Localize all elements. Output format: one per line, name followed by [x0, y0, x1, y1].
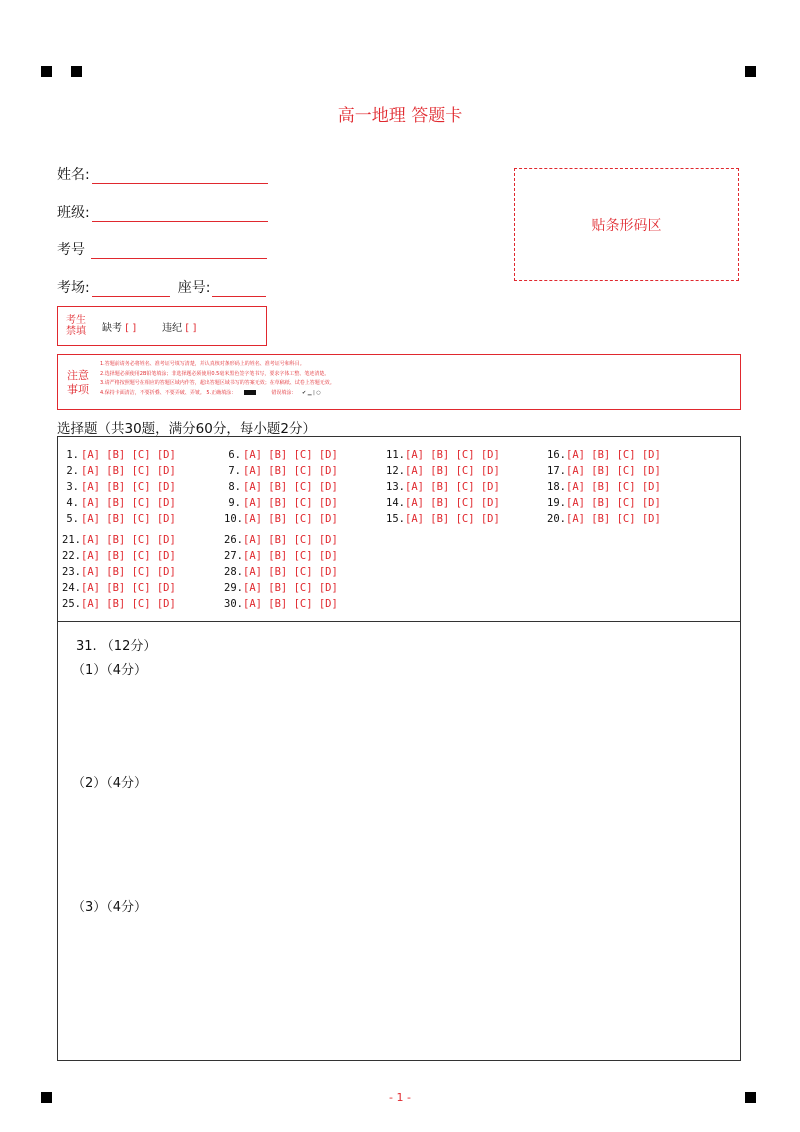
- question-14: [386, 497, 500, 509]
- answer-area-q31[interactable]: [57, 621, 741, 1061]
- question-number: 28.: [224, 566, 243, 578]
- answer-options[interactable]: [A] [B] [C] [D]: [405, 481, 500, 493]
- answer-options[interactable]: [A] [B] [C] [D]: [243, 497, 338, 509]
- question-24: [62, 582, 176, 594]
- answer-options[interactable]: [A] [B] [C] [D]: [243, 598, 338, 610]
- class-label: 班级:: [57, 205, 90, 221]
- question-number: 6.: [228, 449, 241, 461]
- violation-option[interactable]: [162, 319, 196, 334]
- question-8: [224, 481, 338, 493]
- question-number: 19.: [547, 497, 566, 509]
- answer-options[interactable]: [A] [B] [C] [D]: [405, 465, 500, 477]
- wrong-marks-sample: ✔ ▁ | ○: [301, 389, 321, 396]
- question-9: [224, 497, 338, 509]
- answer-options[interactable]: [A] [B] [C] [D]: [566, 449, 661, 461]
- question-number: 27.: [224, 550, 243, 562]
- question-number: 24.: [62, 582, 81, 594]
- name-field[interactable]: [57, 164, 268, 184]
- question-7: [224, 465, 338, 477]
- question-30: [224, 598, 338, 610]
- corner-mark-top-left-2: [71, 66, 82, 77]
- name-line[interactable]: [92, 167, 268, 184]
- answer-options[interactable]: [A] [B] [C] [D]: [405, 513, 500, 525]
- question-number: 15.: [386, 513, 405, 525]
- absent-bracket[interactable]: [ ]: [125, 322, 137, 334]
- corner-mark-top-left-1: [41, 66, 52, 77]
- question-28: [224, 566, 338, 578]
- question-number: 14.: [386, 497, 405, 509]
- question-22: [62, 550, 176, 562]
- mc-section-title: 选择题（共30题，满分60分，每小题2分）: [57, 421, 316, 437]
- page-number: - 1 -: [389, 1091, 411, 1104]
- question-number: 17.: [547, 465, 566, 477]
- class-field[interactable]: [57, 202, 268, 222]
- question-number: 30.: [224, 598, 243, 610]
- question-number: 21.: [62, 534, 81, 546]
- answer-options[interactable]: [A] [B] [C] [D]: [566, 497, 661, 509]
- answer-options[interactable]: [A] [B] [C] [D]: [81, 566, 176, 578]
- answer-options[interactable]: [A] [B] [C] [D]: [243, 534, 338, 546]
- notice-item-4: 4.保持卡面清洁，不要折叠、不要弄破、弄皱。 5.正确填涂：: [100, 389, 237, 396]
- question-11: [386, 449, 500, 461]
- mc-answer-area: [57, 436, 741, 621]
- seat-line[interactable]: [212, 280, 266, 297]
- answer-options[interactable]: [A] [B] [C] [D]: [81, 550, 176, 562]
- question-21: [62, 534, 176, 546]
- question-number: 9.: [228, 497, 241, 509]
- question-number: 12.: [386, 465, 405, 477]
- q31-title: 31. （12分）: [76, 639, 157, 654]
- answer-options[interactable]: [A] [B] [C] [D]: [243, 465, 338, 477]
- question-2: [62, 465, 176, 477]
- answer-options[interactable]: [A] [B] [C] [D]: [81, 465, 176, 477]
- notice-item-3: 3.请严格按照题号在相应的答题区域内作答，超出答题区域书写的答案无效；在草稿纸、试卷上答题无效。: [100, 380, 335, 386]
- examinee-label: 考生禁填: [66, 315, 86, 337]
- question-number: 4.: [66, 497, 79, 509]
- exam-no-line[interactable]: [91, 242, 267, 259]
- answer-options[interactable]: [A] [B] [C] [D]: [81, 497, 176, 509]
- question-number: 2.: [66, 465, 79, 477]
- notice-box: [57, 354, 741, 410]
- question-12: [386, 465, 500, 477]
- notice-items: [100, 360, 335, 398]
- question-26: [224, 534, 338, 546]
- q31-part3: （3）（4分）: [72, 900, 148, 915]
- question-5: [62, 513, 176, 525]
- answer-options[interactable]: [A] [B] [C] [D]: [243, 566, 338, 578]
- question-6: [224, 449, 338, 461]
- answer-options[interactable]: [A] [B] [C] [D]: [405, 449, 500, 461]
- question-number: 20.: [547, 513, 566, 525]
- q31-part2: （2）（4分）: [72, 776, 148, 791]
- violation-label: 违纪: [162, 322, 183, 334]
- answer-options[interactable]: [A] [B] [C] [D]: [81, 582, 176, 594]
- question-number: 1.: [66, 449, 79, 461]
- question-1: [62, 449, 176, 461]
- question-18: [547, 481, 661, 493]
- question-29: [224, 582, 338, 594]
- question-15: [386, 513, 500, 525]
- name-label: 姓名:: [57, 167, 90, 183]
- answer-options[interactable]: [A] [B] [C] [D]: [81, 513, 176, 525]
- barcode-area: [514, 168, 739, 281]
- question-number: 11.: [386, 449, 405, 461]
- question-23: [62, 566, 176, 578]
- class-line[interactable]: [92, 205, 268, 222]
- answer-options[interactable]: [A] [B] [C] [D]: [243, 582, 338, 594]
- question-25: [62, 598, 176, 610]
- question-number: 23.: [62, 566, 81, 578]
- answer-options[interactable]: [A] [B] [C] [D]: [243, 449, 338, 461]
- corner-mark-top-right: [745, 66, 756, 77]
- answer-options[interactable]: [A] [B] [C] [D]: [566, 513, 661, 525]
- question-number: 29.: [224, 582, 243, 594]
- notice-item-4-row: [100, 389, 335, 399]
- question-number: 16.: [547, 449, 566, 461]
- question-19: [547, 497, 661, 509]
- question-number: 26.: [224, 534, 243, 546]
- question-number: 25.: [62, 598, 81, 610]
- question-number: 22.: [62, 550, 81, 562]
- question-number: 18.: [547, 481, 566, 493]
- examinee-box: [57, 306, 267, 346]
- question-3: [62, 481, 176, 493]
- question-27: [224, 550, 338, 562]
- question-number: 10.: [224, 513, 243, 525]
- room-seat-field[interactable]: [57, 277, 266, 297]
- notice-item-1: 1.答题前请务必将姓名、准考证号填写清楚，并认真核对条形码上的姓名、准考证号和科目。: [100, 361, 305, 367]
- answer-options[interactable]: [A] [B] [C] [D]: [81, 534, 176, 546]
- notice-item-2: 2.选择题必须使用2B铅笔填涂；非选择题必须使用0.5毫米黑色签字笔书写，要求字体工整、笔迹清楚。: [100, 370, 330, 377]
- answer-options[interactable]: [A] [B] [C] [D]: [566, 481, 661, 493]
- answer-options[interactable]: [A] [B] [C] [D]: [81, 598, 176, 610]
- notice-item-5: 错误填涂：: [271, 389, 297, 396]
- answer-options[interactable]: [A] [B] [C] [D]: [243, 481, 338, 493]
- question-4: [62, 497, 176, 509]
- page-title: 高一地理 答题卡: [337, 106, 463, 126]
- question-10: [224, 513, 338, 525]
- answer-options[interactable]: [A] [B] [C] [D]: [566, 465, 661, 477]
- q31-part1: （1）（4分）: [72, 663, 148, 678]
- answer-options[interactable]: [A] [B] [C] [D]: [243, 550, 338, 562]
- answer-options[interactable]: [A] [B] [C] [D]: [81, 449, 176, 461]
- question-17: [547, 465, 661, 477]
- answer-options[interactable]: [A] [B] [C] [D]: [243, 513, 338, 525]
- violation-bracket[interactable]: [ ]: [185, 322, 197, 334]
- answer-options[interactable]: [A] [B] [C] [D]: [405, 497, 500, 509]
- question-number: 3.: [66, 481, 79, 493]
- exam-no-label: 考号: [57, 242, 85, 258]
- question-20: [547, 513, 661, 525]
- question-number: 8.: [228, 481, 241, 493]
- answer-options[interactable]: [A] [B] [C] [D]: [81, 481, 176, 493]
- room-line[interactable]: [92, 280, 170, 297]
- notice-label: 注意事项: [67, 369, 89, 396]
- correct-fill-sample: [244, 390, 256, 395]
- absent-label: 缺考: [102, 322, 122, 334]
- question-number: 13.: [386, 481, 405, 493]
- room-label: 考场:: [57, 280, 90, 296]
- absent-option[interactable]: [102, 319, 136, 334]
- question-16: [547, 449, 661, 461]
- question-13: [386, 481, 500, 493]
- question-number: 7.: [228, 465, 241, 477]
- seat-label: 座号:: [177, 280, 211, 296]
- barcode-label: 贴条形码区: [591, 217, 662, 234]
- exam-no-field[interactable]: [57, 239, 267, 259]
- question-number: 5.: [66, 513, 79, 525]
